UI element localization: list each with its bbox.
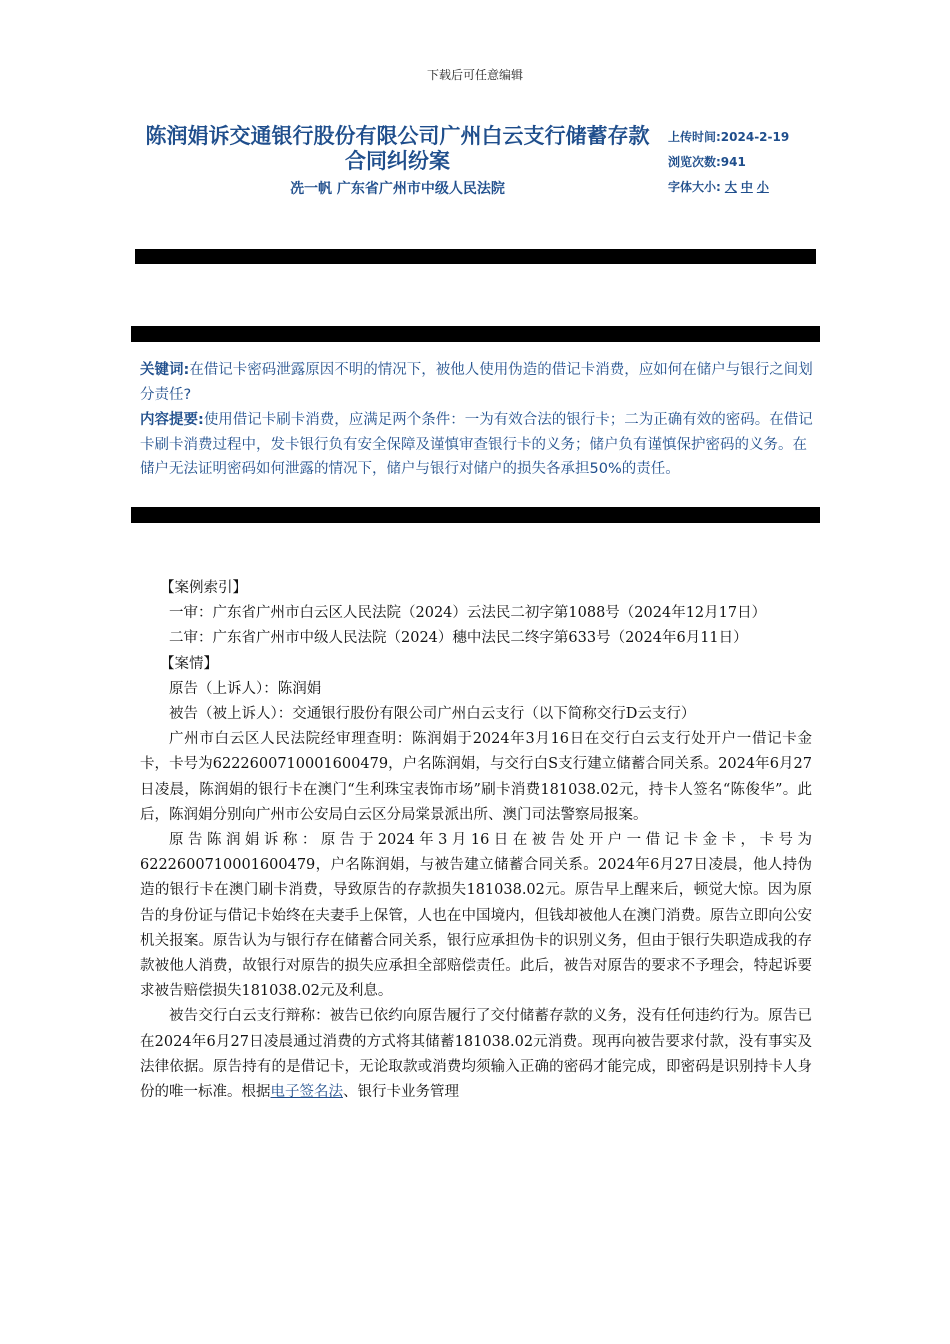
upload-time: 上传时间:2024-2-19: [668, 130, 790, 144]
abstract-label: 内容提要:: [140, 412, 204, 428]
e-signature-law-link[interactable]: 电子签名法: [270, 1084, 343, 1101]
font-size-medium-link[interactable]: 中: [740, 180, 753, 194]
paragraph-defendant-defense: [140, 1004, 812, 1105]
defense-text-tail: 、银行卡业务管理: [343, 1084, 459, 1101]
first-instance: 一审：广东省广州市白云区人民法院（2024）云法民二初字第1088号（2024年12月17日）: [169, 605, 767, 622]
plaintiff-line: 原告（上诉人）：陈润娟: [169, 680, 322, 697]
keywords-block: [140, 358, 815, 407]
divider-bar: [131, 326, 820, 342]
divider-bar: [135, 249, 816, 264]
paragraph-plaintiff-claim: 原告陈润娟诉称：原告于2024年3月16日在被告处开户一借记卡金卡，卡号为6222600710001600479，户名陈润娟，与被告建立储蓄合同关系。2024年6月27日凌晨，他人持伪造的银行卡在澳门刷卡消费，导致原告的存款损失181038.02元。原告早上醒来后，顿觉大惊。因为原告的身份证与借记卡始终在夫妻手上保管，人也在中国境内，但钱却被他人在澳门消费。原告立即向公安机关报案。原告认为与银行存在储蓄合同关系，银行应承担伪卡的识别义务，但由于银行失职造成我的存款被他人消费，故银行对原告的损失应承担全部赔偿责任。此后，被告对原告的要求不予理会，特起诉要求被告赔偿损失181038.02元及利息。: [140, 832, 812, 1000]
keywords-text: 在借记卡密码泄露原因不明的情况下，被他人使用伪造的借记卡消费，应如何在储户与银行之间划分责任?: [140, 362, 813, 403]
abstract-text: 使用借记卡刷卡消费，应满足两个条件：一为有效合法的银行卡；二为正确有效的密码。在借记卡刷卡消费过程中，发卡银行负有安全保障及谨慎审查银行卡的义务；储户负有谨慎保护密码的义务。在储户无法证明密码如何泄露的情况下，储户与银行对储户的损失各承担50%的责任。: [140, 412, 813, 477]
facts-heading: 【案情】: [160, 655, 218, 672]
view-count: 浏览次数:941: [668, 155, 746, 169]
author-line: 冼一帆 广东省广州市中级人民法院: [290, 181, 505, 197]
download-note: 下载后可任意编辑: [426, 68, 523, 82]
defense-text: 被告交行白云支行辩称：被告已依约向原告履行了交付储蓄存款的义务，没有任何违约行为。原告已在2024年6月27日凌晨通过消费的方式将其储蓄181038.02元消费。现再向被告要求付款，没有事实及法律依据。原告持有的是借记卡，无论取款或消费均须输入正确的密码才能完成，即密码是识别持卡人身份的唯一标准。根据: [140, 1008, 812, 1101]
font-size-large-link[interactable]: 大: [724, 180, 737, 194]
second-instance: 二审：广东省广州市中级人民法院（2024）穗中法民二终字第633号（2024年6月11日）: [169, 630, 748, 647]
font-size-label: 字体大小:: [668, 180, 721, 194]
font-size-control: [668, 178, 769, 195]
font-size-small-link[interactable]: 小: [756, 180, 769, 194]
case-index-heading: 【案例索引】: [160, 580, 247, 596]
defendant-line: 被告（被上诉人）：交通银行股份有限公司广州白云支行（以下简称交行D云支行）: [169, 706, 696, 723]
page-title: 陈润娟诉交通银行股份有限公司广州白云支行储蓄存款合同纠纷案: [145, 124, 650, 173]
case-body: [140, 576, 812, 1105]
keywords-label: 关键词:: [140, 362, 190, 378]
divider-bar: [131, 507, 820, 523]
abstract-block: [140, 408, 815, 482]
paragraph-facts: 广州市白云区人民法院经审理查明：陈润娟于2024年3月16日在交行白云支行处开户一借记卡金卡，卡号为6222600710001600479，户名陈润娟，与交行白S支行建立储蓄合同关系。2024年6月27日凌晨，陈润娟的银行卡在澳门“生利珠宝表饰市场”刷卡消费181038.02元，持卡人签名“陈俊华”。此后，陈润娟分别向广州市公安局白云区分局棠景派出所、澳门司法警察局报案。: [140, 731, 812, 823]
